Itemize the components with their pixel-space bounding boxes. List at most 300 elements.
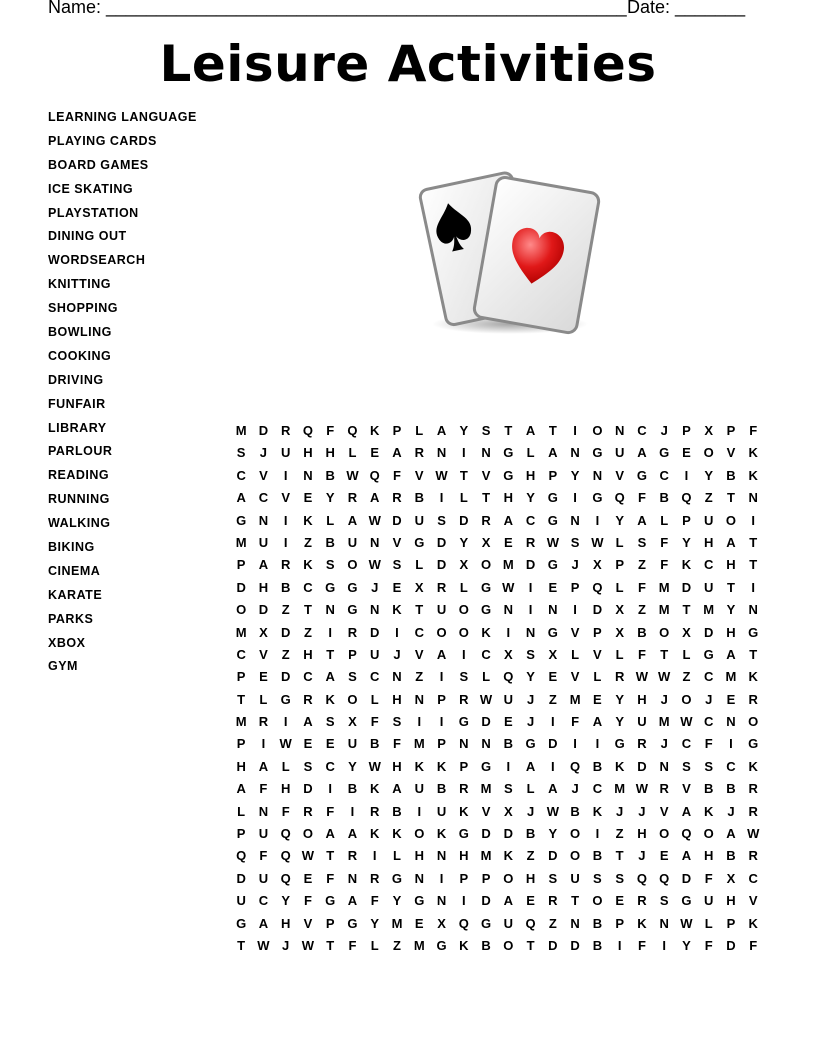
header-date (627, 0, 745, 19)
grid-cell: I (461, 445, 466, 461)
grid-cell: L (370, 937, 379, 953)
grid-cell: D (726, 937, 736, 953)
grid-cell: E (503, 714, 513, 730)
grid-cell: D (548, 937, 558, 953)
grid-cell: S (303, 758, 313, 774)
grid-cell: Z (281, 646, 290, 662)
grid-cell: G (547, 490, 558, 506)
grid-cell: A (325, 669, 335, 685)
grid-cell: W (502, 579, 515, 595)
grid-cell: A (548, 781, 558, 797)
grid-cell: Y (370, 915, 380, 931)
grid-row (230, 756, 764, 778)
grid-cell: C (258, 893, 269, 909)
grid-cell: V (748, 893, 758, 909)
grid-cell: T (615, 848, 624, 864)
grid-cell: J (571, 557, 579, 573)
grid-cell: J (660, 423, 668, 438)
grid-cell: O (414, 826, 425, 842)
grid-cell: P (236, 669, 246, 685)
grid-cell: I (439, 870, 444, 886)
grid-cell: P (348, 646, 357, 662)
grid-cell: I (283, 512, 288, 528)
grid-cell: W (479, 691, 493, 707)
grid-row (230, 420, 764, 442)
grid-cell: L (660, 512, 669, 528)
grid-cell: E (303, 736, 313, 752)
grid-cell: W (546, 803, 559, 819)
grid-cell: L (682, 646, 691, 662)
grid-cell: D (236, 870, 246, 886)
header-name (48, 0, 627, 19)
grid-cell: I (595, 736, 600, 752)
grid-cell: I (261, 736, 266, 752)
grid-cell: E (259, 669, 268, 685)
grid-cell: S (615, 870, 624, 886)
grid-cell: A (436, 646, 447, 662)
grid-cell: O (347, 691, 358, 707)
grid-cell: V (392, 534, 402, 550)
grid-cell: J (371, 579, 379, 595)
grid-cell: H (704, 848, 714, 864)
grid-cell: U (503, 915, 514, 931)
grid-cell: F (749, 423, 758, 438)
grid-cell: J (616, 803, 624, 819)
grid-cell: K (392, 602, 402, 618)
grid-cell: V (615, 467, 624, 483)
grid-cell: K (748, 467, 758, 483)
grid-cell: C (704, 669, 714, 685)
grid-cell: E (659, 848, 669, 864)
grid-cell: F (326, 870, 335, 886)
grid-cell: E (682, 445, 691, 461)
grid-cell: F (303, 893, 312, 909)
word-list (48, 108, 197, 681)
grid-row (230, 465, 764, 487)
grid-cell: A (258, 915, 269, 931)
grid-cell: V (570, 669, 580, 685)
grid-cell: Q (503, 669, 514, 685)
grid-cell: D (280, 624, 291, 640)
word-list-item: KARATE (48, 587, 103, 602)
grid-cell: B (592, 848, 603, 864)
grid-cell: Q (347, 423, 358, 438)
grid-cell: H (392, 758, 402, 774)
grid-cell: P (593, 624, 602, 640)
grid-cell: H (726, 624, 736, 640)
grid-cell: F (704, 870, 713, 886)
grid-cell: F (393, 467, 401, 483)
grid-cell: Q (369, 467, 380, 483)
grid-cell: L (704, 915, 713, 931)
grid-cell: Y (459, 423, 469, 438)
page-title: Leisure Activities (159, 35, 657, 93)
grid-cell: S (526, 646, 535, 662)
grid-row (230, 733, 764, 755)
grid-cell: M (658, 579, 670, 595)
grid-cell: D (548, 736, 558, 752)
word-list-item: WORDSEARCH (48, 253, 146, 268)
grid-cell: M (235, 624, 247, 640)
grid-cell: Y (682, 534, 691, 550)
grid-cell: A (637, 512, 647, 528)
grid-cell: P (726, 423, 736, 438)
grid-cell: I (573, 602, 577, 618)
grid-cell: W (257, 937, 270, 953)
grid-cell: E (548, 579, 558, 595)
grid-cell: H (726, 893, 736, 909)
grid-cell: G (436, 937, 447, 953)
grid-cell: I (283, 534, 288, 550)
grid-cell: O (503, 937, 514, 953)
grid-cell: D (704, 624, 714, 640)
grid-cell: C (704, 557, 714, 573)
grid-cell: I (573, 423, 577, 438)
word-list-item: READING (48, 468, 110, 483)
grid-cell: K (681, 557, 692, 573)
grid-cell: R (303, 803, 313, 819)
grid-cell: V (659, 803, 669, 819)
grid-cell: U (503, 691, 514, 707)
grid-cell: B (592, 937, 603, 953)
word-list-item: CINEMA (48, 563, 101, 578)
grid-cell: T (682, 602, 691, 618)
grid-cell: W (279, 736, 292, 752)
grid-cell: B (392, 803, 402, 819)
grid-cell: G (748, 736, 759, 752)
grid-cell: A (258, 557, 269, 573)
grid-cell: U (370, 646, 380, 662)
grid-row (230, 622, 764, 644)
grid-cell: Q (302, 423, 313, 438)
grid-cell: O (458, 624, 469, 640)
grid-cell: Z (704, 490, 713, 506)
grid-cell: I (595, 512, 600, 528)
grid-cell: N (258, 512, 269, 528)
grid-cell: H (704, 534, 714, 550)
grid-cell: U (347, 736, 358, 752)
grid-cell: D (236, 579, 246, 595)
date-label: Date: (627, 0, 676, 17)
grid-cell: A (681, 848, 692, 864)
grid-cell: G (458, 826, 469, 842)
grid-cell: G (458, 714, 469, 730)
word-list-item: RUNNING (48, 492, 110, 507)
grid-cell: D (681, 870, 692, 886)
grid-cell: E (303, 490, 313, 506)
grid-cell: N (414, 691, 424, 707)
grid-cell: S (392, 714, 402, 730)
grid-cell: S (570, 534, 580, 550)
grid-cell: N (459, 736, 469, 752)
grid-cell: V (281, 490, 290, 506)
grid-cell: G (280, 691, 291, 707)
grid-row (230, 935, 764, 957)
grid-cell: W (680, 714, 693, 730)
grid-cell: I (461, 646, 466, 662)
grid-cell: G (614, 736, 625, 752)
grid-cell: I (662, 937, 666, 953)
grid-cell: C (370, 669, 380, 685)
grid-cell: G (480, 915, 492, 931)
grid-cell: T (482, 490, 491, 506)
grid-row (230, 666, 764, 688)
grid-cell: V (259, 646, 268, 662)
grid-cell: E (392, 579, 402, 595)
grid-cell: T (571, 893, 580, 909)
grid-cell: A (347, 893, 358, 909)
grid-cell: M (413, 937, 425, 953)
grid-cell: S (348, 669, 357, 685)
grid-cell: P (548, 467, 558, 483)
grid-cell: H (303, 445, 313, 461)
grid-cell: Y (615, 691, 624, 707)
grid-cell: L (459, 579, 468, 595)
grid-cell: A (236, 490, 246, 506)
grid-cell: I (751, 579, 756, 595)
grid-cell: H (637, 826, 647, 842)
grid-cell: U (414, 781, 424, 797)
grid-cell: I (595, 826, 600, 842)
grid-cell: S (593, 870, 602, 886)
grid-cell: D (548, 848, 558, 864)
grid-cell: F (660, 534, 669, 550)
grid-cell: P (682, 512, 691, 528)
grid-cell: E (726, 691, 736, 707)
grid-cell: I (551, 714, 555, 730)
grid-cell: G (748, 624, 759, 640)
grid-cell: L (259, 691, 268, 707)
grid-cell: W (435, 467, 448, 483)
grid-cell: N (726, 714, 736, 730)
grid-cell: M (569, 691, 581, 707)
word-list-item: LEARNING LANGUAGE (48, 110, 197, 124)
grid-cell: Y (682, 937, 691, 953)
grid-cell: G (503, 467, 514, 483)
grid-cell: H (726, 557, 736, 573)
grid-cell: J (526, 691, 535, 707)
grid-cell: O (347, 557, 358, 573)
grid-cell: D (570, 937, 580, 953)
grid-cell: J (638, 848, 646, 864)
grid-cell: H (525, 467, 536, 483)
grid-cell: Q (570, 758, 581, 774)
grid-cell: T (727, 490, 735, 506)
grid-cell: K (370, 423, 380, 438)
grid-cell: K (459, 937, 469, 953)
grid-cell: D (370, 624, 380, 640)
grid-cell: R (414, 445, 424, 461)
grid-cell: F (749, 937, 758, 953)
grid-cell: I (528, 602, 533, 618)
grid-cell: O (659, 624, 670, 640)
grid-cell: C (637, 423, 647, 438)
grid-cell: P (459, 758, 469, 774)
grid-cell: H (525, 870, 536, 886)
grid-cell: R (347, 490, 358, 506)
grid-cell: A (726, 534, 736, 550)
grid-cell: W (368, 557, 381, 573)
grid-cell: B (481, 937, 491, 953)
grid-cell: P (682, 423, 691, 438)
grid-cell: R (459, 781, 469, 797)
grid-cell: R (748, 848, 758, 864)
grid-cell: Z (615, 826, 624, 842)
grid-cell: D (436, 534, 447, 550)
grid-cell: W (546, 534, 559, 550)
grid-cell: A (592, 714, 603, 730)
grid-cell: W (658, 669, 671, 685)
grid-cell: Q (525, 915, 536, 931)
grid-cell: L (526, 445, 535, 461)
grid-row (230, 778, 764, 800)
grid-cell: F (704, 937, 713, 953)
grid-cell: K (481, 624, 491, 640)
grid-cell: G (703, 646, 714, 662)
grid-cell: E (593, 691, 602, 707)
grid-cell: J (393, 646, 401, 662)
grid-cell: Z (393, 937, 401, 953)
grid-row (230, 711, 764, 733)
grid-cell: R (280, 557, 291, 573)
grid-cell: I (573, 736, 577, 752)
grid-cell: N (748, 490, 758, 506)
grid-cell: H (236, 758, 246, 774)
word-list-item: DRIVING (48, 372, 104, 387)
grid-cell: D (592, 602, 603, 618)
grid-row (230, 532, 764, 554)
grid-cell: I (283, 714, 288, 730)
grid-cell: J (727, 803, 735, 819)
grid-cell: V (481, 803, 491, 819)
grid-cell: G (391, 870, 403, 886)
grid-cell: T (727, 579, 735, 595)
grid-cell: S (659, 893, 669, 909)
grid-cell: O (302, 826, 313, 842)
grid-cell: Y (548, 826, 558, 842)
grid-cell: P (437, 736, 446, 752)
grid-cell: A (347, 512, 358, 528)
grid-cell: K (637, 915, 647, 931)
grid-cell: L (571, 646, 580, 662)
grid-cell: M (413, 736, 425, 752)
grid-cell: E (615, 893, 624, 909)
grid-cell: N (481, 736, 491, 752)
grid-cell: S (481, 423, 491, 438)
grid-cell: Y (704, 467, 714, 483)
grid-cell: P (392, 423, 402, 438)
grid-cell: O (570, 826, 581, 842)
grid-cell: C (258, 490, 269, 506)
grid-cell: A (681, 803, 692, 819)
grid-cell: K (704, 803, 714, 819)
grid-cell: I (328, 781, 332, 797)
grid-cell: N (436, 848, 447, 864)
grid-cell: U (258, 534, 269, 550)
grid-cell: G (592, 490, 603, 506)
grid-row (230, 845, 764, 867)
grid-cell: Q (659, 870, 670, 886)
grid-cell: F (637, 937, 646, 953)
grid-cell: F (393, 736, 401, 752)
grid-cell: K (614, 758, 625, 774)
grid-cell: T (660, 646, 669, 662)
grid-cell: W (368, 512, 381, 528)
grid-cell: P (236, 736, 246, 752)
grid-cell: C (748, 870, 758, 886)
grid-cell: D (459, 512, 469, 528)
grid-cell: S (704, 758, 714, 774)
grid-cell: A (637, 445, 647, 461)
word-list-item: PLAYSTATION (48, 205, 139, 220)
grid-cell: H (325, 445, 335, 461)
grid-cell: G (325, 579, 336, 595)
grid-cell: B (414, 490, 424, 506)
grid-cell: U (258, 870, 269, 886)
grid-cell: V (726, 445, 736, 461)
grid-row (230, 487, 764, 509)
grid-cell: B (726, 467, 736, 483)
grid-cell: V (414, 467, 424, 483)
grid-cell: T (749, 534, 758, 550)
grid-cell: T (415, 602, 424, 618)
word-list-item: COOKING (48, 348, 112, 363)
word-list-item: DINING OUT (48, 229, 127, 244)
grid-cell: R (347, 848, 358, 864)
grid-cell: S (682, 758, 691, 774)
grid-row (230, 801, 764, 823)
grid-cell: M (235, 714, 247, 730)
grid-cell: K (748, 758, 758, 774)
grid-cell: O (681, 691, 692, 707)
grid-cell: Z (548, 691, 557, 707)
grid-cell: G (347, 579, 358, 595)
grid-cell: V (259, 467, 268, 483)
grid-cell: D (436, 557, 447, 573)
grid-cell: C (726, 758, 736, 774)
grid-cell: D (525, 557, 536, 573)
grid-cell: F (326, 423, 335, 438)
grid-cell: K (748, 915, 758, 931)
grid-cell: R (436, 579, 447, 595)
grid-cell: C (414, 624, 424, 640)
grid-row (230, 577, 764, 599)
grid-cell: R (525, 534, 536, 550)
grid-cell: U (436, 602, 447, 618)
grid-cell: N (592, 467, 603, 483)
grid-cell: G (414, 893, 425, 909)
grid-cell: Q (280, 870, 291, 886)
grid-cell: A (548, 445, 558, 461)
grid-cell: R (637, 893, 647, 909)
grid-cell: T (749, 557, 758, 573)
grid-cell: S (236, 445, 246, 461)
grid-cell: Z (303, 624, 312, 640)
grid-cell: I (506, 758, 511, 774)
grid-row (230, 554, 764, 576)
grid-cell: D (303, 781, 313, 797)
grid-cell: P (236, 557, 246, 573)
grid-cell: A (525, 758, 536, 774)
grid-cell: B (704, 781, 714, 797)
grid-cell: L (237, 803, 246, 819)
grid-cell: T (526, 937, 535, 953)
grid-cell: C (592, 781, 603, 797)
grid-cell: L (482, 669, 491, 685)
grid-cell: E (526, 893, 535, 909)
grid-cell: X (593, 557, 602, 573)
grid-cell: J (259, 445, 268, 461)
